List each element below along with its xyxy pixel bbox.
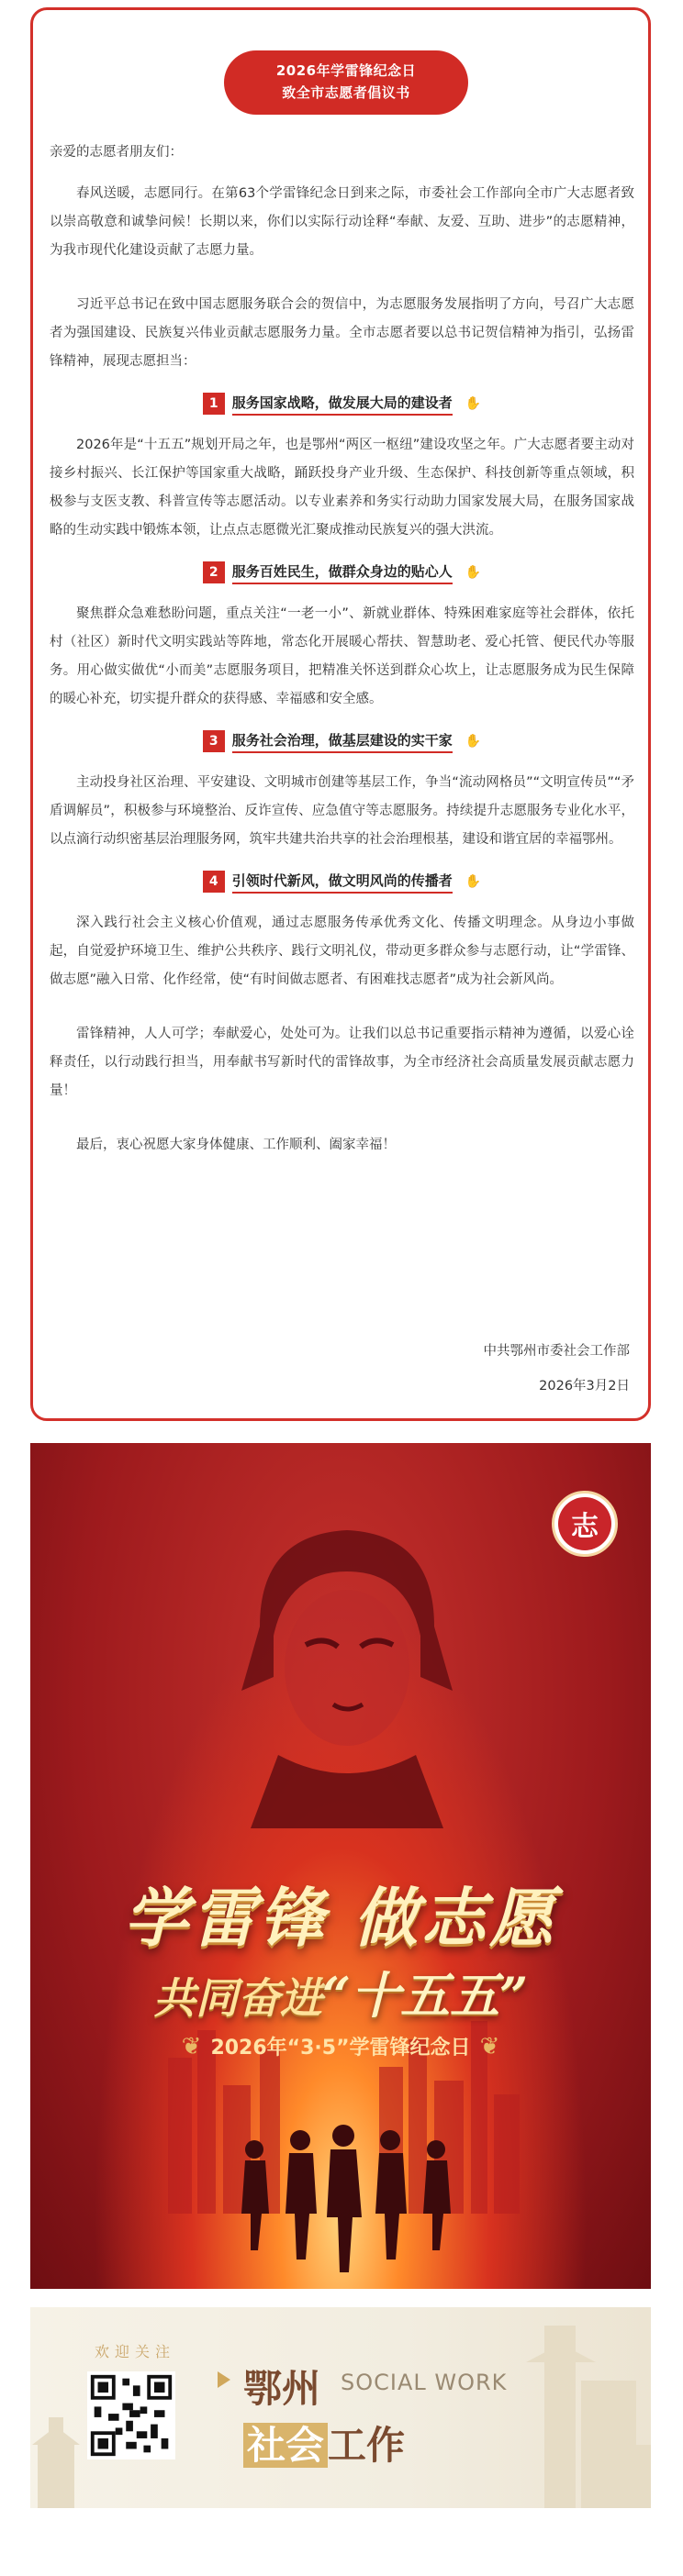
letter-body (50, 139, 634, 1160)
section-title: 引领时代新风，做文明风尚的传播者 (232, 871, 453, 894)
laurel-right-icon: ❦ (479, 2033, 500, 2060)
portrait-silhouette (223, 1516, 471, 1828)
brand-line-2 (243, 2415, 405, 2471)
section-heading-2 (50, 558, 634, 587)
title-line-1: 2026年学雷锋纪念日 (275, 62, 417, 79)
flourish-icon: ✋ (465, 395, 482, 411)
slogan-main: 学雷锋 做志愿 (123, 1880, 558, 1956)
closing-paragraph-1: 雷锋精神，人人可学；奉献爱心，处处可为。让我们以总书记重要指示精神为遵循，以爱心诠释责任，以行动践行担当，用奉献书写新时代的雷锋故事，为全市经济社会高质量发展贡献志愿力量！ (50, 1027, 634, 1098)
runners-silhouette (30, 2085, 651, 2289)
welcome-text: 欢迎关注 (95, 2343, 176, 2360)
intro-paragraph-2: 习近平总书记在致中国志愿服务联合会的贺信中，为志愿服务发展指明了方向，号召广大志愿者为强国建设、民族复兴伟业贡献志愿服务力量。全市志愿者要以总书记贺信精神为指引，弘扬雷锋精神，展现志愿担当： (50, 297, 634, 369)
qr-code[interactable] (87, 2371, 175, 2459)
closing-paragraph-2: 最后，衷心祝愿大家身体健康、工作顺利、阖家幸福！ (76, 1138, 396, 1152)
section-number: 3 (203, 730, 225, 752)
letter-card (30, 7, 651, 1421)
section-heading-4 (50, 867, 634, 896)
section-title: 服务百姓民生，做群众身边的贴心人 (232, 561, 453, 584)
salutation: 亲爱的志愿者朋友们： (50, 145, 183, 160)
badge-character: 志 (558, 1497, 611, 1550)
commemoration-day-text: 2026年“3·5”学雷锋纪念日 (210, 2037, 471, 2060)
flourish-icon: ✋ (465, 873, 482, 889)
play-triangle-icon (218, 2371, 230, 2388)
slogan-sub-highlight: “十五五” (321, 1966, 529, 2025)
flourish-icon: ✋ (465, 733, 482, 749)
signature-org: 中共鄂州市委社会工作部 (483, 1344, 630, 1359)
commemoration-day (30, 2032, 651, 2060)
slogan-sub-prefix: 共同奋进 (152, 1973, 322, 2023)
section-number: 1 (203, 393, 225, 415)
section-paragraph-2: 聚焦群众急难愁盼问题，重点关注“一老一小”、新就业群体、特殊困难家庭等社会群体，依托村（社区）新时代文明实践站等阵地，常态化开展暖心帮扶、智慧助老、爱心托管、便民代办等服务。用心做实做优“小而美”志愿服务项目，把精准关怀送到群众心坎上，让志愿服务成为民生保障的暖心补充，切实提升群众的获得感、幸福感和安全感。 (50, 606, 634, 706)
section-number: 2 (203, 561, 225, 583)
section-number: 4 (203, 871, 225, 893)
signature-block (484, 1334, 631, 1404)
section-paragraph-4: 深入践行社会主义核心价值观，通过志愿服务传承优秀文化、传播文明理念。从身边小事做起，自觉爱护环境卫生、维护公共秩序、践行文明礼仪，带动更多群众参与志愿行动，让“学雷锋、做志愿”融入日常、化作经常，使“有时间做志愿者、有困难找志愿者”成为社会新风尚。 (50, 916, 634, 987)
laurel-left-icon: ❦ (181, 2033, 202, 2060)
title-line-2: 致全市志愿者倡议书 (282, 84, 410, 101)
section-paragraph-1: 2026年是“十五五”规划开局之年，也是鄂州“两区一枢纽”建设攻坚之年。广大志愿者要主动对接乡村振兴、长江保护等国家重大战略，踊跃投身产业升级、生态保护、科技创新等重点领域，积极参与支医支教、科普宣传等志愿活动。以专业素养和务实行动助力国家发展大局，在服务国家战略的生动实践中锻炼本领，让点点志愿微光汇聚成推动民族复兴的强大洪流。 (50, 438, 634, 538)
section-title: 服务国家战略，做发展大局的建设者 (232, 393, 453, 416)
section-title: 服务社会治理，做基层建设的实干家 (232, 730, 453, 753)
slogan-sub (30, 1957, 651, 2027)
flourish-icon: ✋ (465, 564, 482, 580)
follow-banner (30, 2307, 651, 2508)
brand-english: SOCIAL WORK (341, 2370, 508, 2395)
lei-feng-poster (30, 1443, 651, 2289)
volunteer-badge-icon (552, 1491, 618, 1557)
brand-line-2-rest: 工作 (328, 2423, 406, 2468)
section-heading-1 (50, 389, 634, 418)
section-heading-3 (50, 727, 634, 756)
brand-line-1: 鄂州 (243, 2366, 321, 2411)
letter-title (224, 50, 468, 115)
section-paragraph-3: 主动投身社区治理、平安建设、文明城市创建等基层工作，争当“流动网格员”“文明宣传员”“矛盾调解员”，积极参与环境整治、反诈宣传、应急值守等志愿服务。持续提升志愿服务专业化水平，以点滴行动织密基层治理服务网，筑牢共建共治共享的社会治理根基，建设和谐宜居的幸福鄂州。 (50, 775, 634, 847)
brand-line-2-highlight: 社会 (243, 2423, 328, 2468)
intro-paragraph-1: 春风送暖，志愿同行。在第63个学雷锋纪念日到来之际，市委社会工作部向全市广大志愿者致以崇高敬意和诚挚问候！长期以来，你们以实际行动诠释“奉献、友爱、互助、进步”的志愿精神，为我市现代化建设贡献了志愿力量。 (50, 186, 634, 258)
signature-date: 2026年3月2日 (539, 1379, 630, 1393)
